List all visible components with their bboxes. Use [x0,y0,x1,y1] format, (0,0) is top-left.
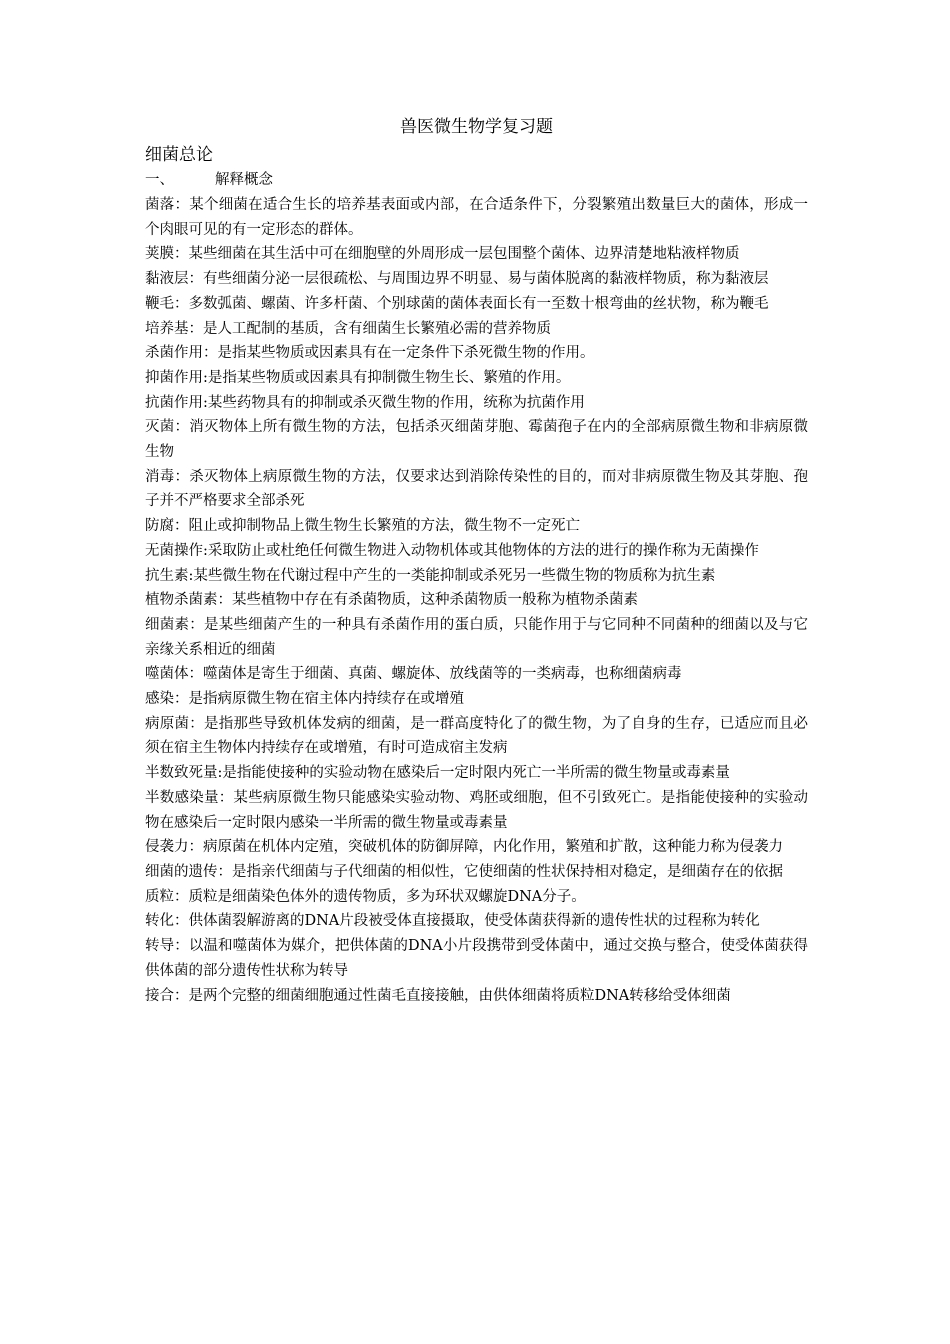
definition-entry: 转化：供体菌裂解游离的DNA片段被受体直接摄取，使受体菌获得新的遗传性状的过程称为转化 [145,913,760,930]
subsection-heading [145,168,808,193]
definition-entry: 细菌素：是某些细菌产生的一种具有杀菌作用的蛋白质，只能作用于与它同种不同菌种的细菌以及与它亲缘关系相近的细菌 [145,616,808,658]
definition-entry: 植物杀菌素：某些植物中存在有杀菌物质，这种杀菌物质一般称为植物杀菌素 [145,592,638,609]
definition-entry: 防腐：阻止或抑制物品上微生物生长繁殖的方法，微生物不一定死亡 [145,518,580,535]
definition-entry: 抗菌作用:某些药物具有的抑制或杀灭微生物的作用，统称为抗菌作用 [145,394,585,411]
definition-entry: 消毒：杀灭物体上病原微生物的方法，仅要求达到消除传染性的目的，而对非病原微生物及其芽胞、孢子并不严格要求全部杀死 [145,468,808,510]
definition-entry: 菌落：某个细菌在适合生长的培养基表面或内部，在合适条件下，分裂繁殖出数量巨大的菌体，形成一个肉眼可见的有一定形态的群体。 [145,197,808,238]
definition-entry: 杀菌作用：是指某些物质或因素具有在一定条件下杀死微生物的作用。 [145,345,595,362]
definition-entry: 质粒：质粒是细菌染色体外的遗传物质，多为环状双螺旋DNA分子。 [145,888,586,905]
definition-entry: 感染：是指病原微生物在宿主体内持续存在或增殖 [145,691,464,708]
definition-entry: 荚膜：某些细菌在其生活中可在细胞壁的外周形成一层包围整个菌体、边界清楚地粘液样物质 [145,246,740,263]
definition-entry: 细菌的遗传：是指亲代细菌与子代细菌的相似性，它使细菌的性状保持相对稳定，是细菌存在的依据 [145,863,783,880]
definition-entry: 鞭毛：多数弧菌、螺菌、许多杆菌、个别球菌的菌体表面长有一至数十根弯曲的丝状物，称为鞭毛 [145,295,769,312]
document-body [145,112,808,1008]
definition-entry: 半数感染量：某些病原微生物只能感染实验动物、鸡胚或细胞，但不引致死亡。是指能使接种的实验动物在感染后一定时限内感染一半所需的微生物量或毒素量 [145,789,808,831]
definition-entry: 转导：以温和噬菌体为媒介，把供体菌的DNA小片段携带到受体菌中，通过交换与整合，使受体菌获得供体菌的部分遗传性状称为转导 [145,938,808,979]
subsection-label: 解释概念 [215,172,273,188]
document-title: 兽医微生物学复习题 [400,117,553,137]
section-title: 细菌总论 [145,145,213,165]
definition-entry: 培养基：是人工配制的基质，含有细菌生长繁殖必需的营养物质 [145,320,551,337]
definition-list [145,193,808,1008]
definition-entry: 抑菌作用:是指某些物质或因素具有抑制微生物生长、繁殖的作用。 [145,369,571,386]
definition-entry: 半数致死量:是指能使接种的实验动物在感染后一定时限内死亡一半所需的微生物量或毒素量 [145,765,730,782]
definition-entry: 接合：是两个完整的细菌细胞通过性菌毛直接接触，由供体细菌将质粒DNA转移给受体细菌 [145,987,731,1004]
definition-entry: 黏液层：有些细菌分泌一层很疏松、与周围边界不明显、易与菌体脱离的黏液样物质，称为黏液层 [145,271,769,288]
definition-entry: 病原菌：是指那些导致机体发病的细菌，是一群高度特化了的微生物，为了自身的生存，已适应而且必须在宿主生物体内持续存在或增殖，有时可造成宿主发病 [145,715,808,757]
definition-entry: 灭菌：消灭物体上所有微生物的方法，包括杀灭细菌芽胞、霉菌孢子在内的全部病原微生物和非病原微生物 [145,419,808,461]
definition-entry: 噬菌体：噬菌体是寄生于细菌、真菌、螺旋体、放线菌等的一类病毒，也称细菌病毒 [145,666,682,683]
definition-entry: 无菌操作:采取防止或杜绝任何微生物进入动物机体或其他物体的方法的进行的操作称为无菌操作 [145,542,759,559]
subsection-number: 一、 [145,172,174,188]
definition-entry: 抗生素:某些微生物在代谢过程中产生的一类能抑制或杀死另一些微生物的物质称为抗生素 [145,567,716,584]
definition-entry: 侵袭力：病原菌在机体内定殖，突破机体的防御屏障，内化作用，繁殖和扩散，这种能力称为侵袭力 [145,839,783,856]
